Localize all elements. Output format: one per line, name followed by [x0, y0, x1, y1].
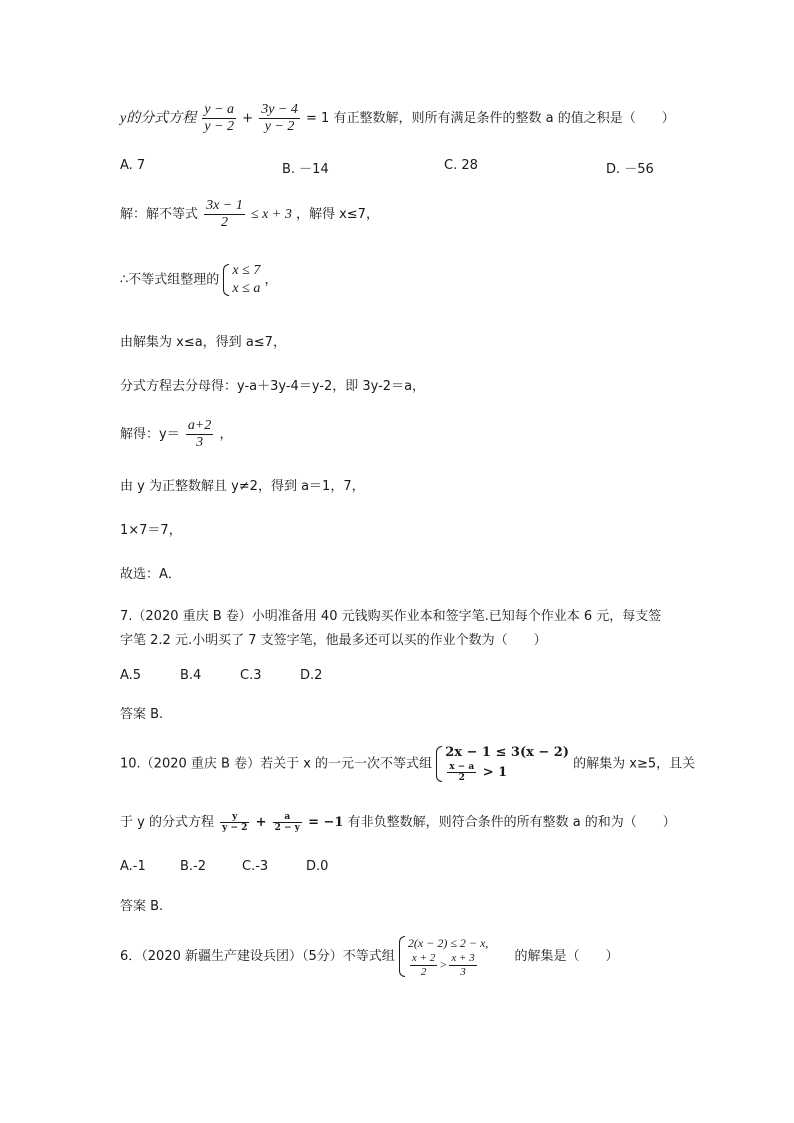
plus-sign: + [242, 111, 254, 126]
q10-fraction-2 [273, 812, 302, 833]
q6-tail: 的解集是（ ） [514, 949, 619, 964]
q6-f1-den: 2 [420, 966, 427, 978]
option-b: B. －14 [282, 162, 329, 177]
solution-1-math: ≤ x + 3 [250, 207, 292, 222]
q6-system-bottom [408, 952, 488, 979]
q6-f1-num: x + 2 [411, 952, 436, 964]
option-d: D. －56 [606, 162, 654, 177]
question-7-answer: 答案 B. [120, 707, 164, 722]
q6-f2-num: x + 3 [451, 952, 475, 964]
system-bottom: x ≤ a [232, 281, 261, 296]
option-c: C. 28 [444, 158, 478, 173]
question-10-answer: 答案 B. [120, 899, 164, 914]
solution-1-fraction [204, 198, 245, 231]
q10-sys-tail: > 1 [482, 765, 508, 780]
q10-f1-num: y [220, 812, 249, 823]
q10-system-fraction [447, 762, 476, 783]
inequality-system [223, 262, 260, 298]
q6-fraction-1 [410, 952, 437, 979]
q10-option-b: B.-2 [180, 859, 207, 874]
solution-1-tail: ，解得 x≤7， [295, 207, 379, 222]
solution-line-2 [120, 262, 277, 298]
fraction-2-num: 3y − 4 [261, 102, 298, 117]
system-top: x ≤ 7 [232, 263, 261, 278]
q10-equals: = −1 [308, 815, 344, 830]
q10-line2-lead: 于 y 的分式方程 [120, 815, 214, 830]
q10-option-a: A.-1 [120, 859, 146, 874]
q10-plus: + [255, 815, 267, 830]
solution-5-lead: 解得：y＝ [120, 427, 180, 442]
q10-tail: 的解集为 x≥5，且关 [573, 756, 696, 772]
fraction-1-num: y − a [204, 102, 235, 117]
question-7-line-2: 字笔 2.2 元.小明买了 7 支签字笔，他最多还可以买的作业个数为（ ） [120, 633, 547, 648]
equals-one: = 1 [306, 111, 330, 126]
solution-1-num: 3x − 1 [206, 198, 243, 213]
q7-option-d: D.2 [300, 668, 323, 683]
q10-lead: 10.（2020 重庆 B 卷）若关于 x 的一元一次不等式组 [120, 756, 433, 772]
q10-sys-den: 2 [458, 773, 465, 783]
solution-line-6: 由 y 为正整数解且 y≠2，得到 a＝1，7， [120, 479, 365, 494]
question-10-line-2 [120, 812, 676, 833]
q7-option-a: A.5 [120, 668, 142, 683]
q7-option-c: C.3 [240, 668, 262, 683]
option-a: A. 7 [120, 158, 146, 173]
solution-line-4: 分式方程去分母得：y-a＋3y-4＝y-2，即 3y-2＝a， [120, 379, 426, 394]
question-7-line-1: 7.（2020 重庆 B 卷）小明准备用 40 元钱购买作业本和签字笔.已知每个作业本 6 元，每支签 [120, 609, 662, 624]
solution-2-tail: ， [264, 272, 278, 288]
q10-option-c: C.-3 [242, 859, 269, 874]
solution-2-lead: ∴不等式组整理的 [120, 272, 220, 288]
q10-f2-num: a [273, 812, 302, 823]
solution-5-num: a+2 [187, 418, 212, 433]
q6-system-top: 2(x − 2) ≤ 2 − x, [407, 936, 489, 950]
solution-line-5 [120, 418, 232, 451]
q10-inequality-system [436, 744, 569, 784]
q10-option-d: D.0 [306, 859, 329, 874]
q10-line2-tail: 有非负整数解，则符合条件的所有整数 a 的和为（ ） [347, 815, 676, 830]
solution-5-tail: ， [219, 427, 233, 442]
q10-sys-num: x − a [449, 762, 475, 772]
solution-5-den: 3 [196, 435, 204, 450]
q6-gt: > [439, 957, 448, 972]
q10-f2-den: 2 − y [274, 823, 300, 833]
solution-5-fraction [186, 418, 213, 451]
q6-lead: 6．（2020 新疆生产建设兵团）（5分）不等式组 [120, 949, 395, 964]
q10-fraction-1 [220, 812, 249, 833]
fraction-1 [202, 102, 236, 135]
question-lead: y的分式方程 [120, 111, 197, 126]
solution-1-den: 2 [220, 215, 228, 230]
q6-inequality-system [399, 934, 488, 979]
q6-fraction-2 [449, 952, 476, 979]
question-tail: 有正整数解，则所有满足条件的整数 a 的值之积是（ ） [333, 111, 675, 126]
question-6-line [120, 934, 619, 979]
q10-system-bottom [445, 762, 569, 784]
q6-f2-den: 3 [460, 966, 466, 978]
solution-line-7: 1×7＝7， [120, 523, 182, 538]
q10-system-top: 2x − 1 ≤ 3(x − 2) [445, 745, 570, 760]
fraction-2-den: y − 2 [264, 119, 295, 134]
solution-line-8: 故选：A． [120, 567, 181, 582]
fraction-2 [259, 102, 300, 135]
q10-f1-den: y − 2 [222, 823, 248, 833]
q7-option-b: B.4 [180, 668, 202, 683]
solution-line-1 [120, 198, 379, 231]
question-10-line-1 [120, 744, 695, 784]
solution-1-lead: 解：解不等式 [120, 207, 199, 222]
solution-line-3: 由解集为 x≤a，得到 a≤7， [120, 335, 286, 350]
question-frac-equation [120, 102, 675, 135]
fraction-1-den: y − 2 [204, 119, 235, 134]
